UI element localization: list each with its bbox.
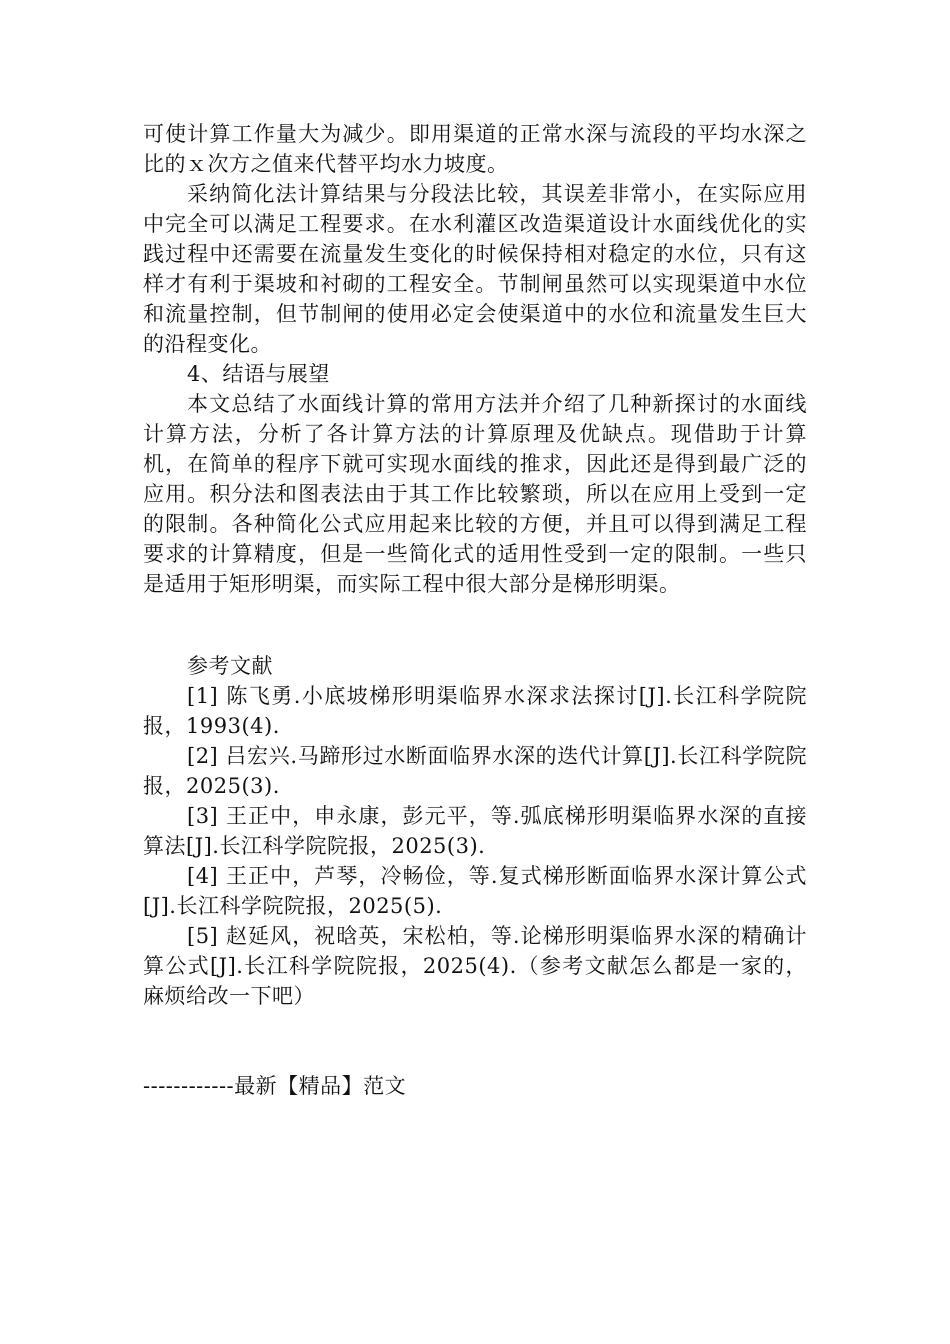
reference-item-5: [5] 赵延风，祝晗英，宋松柏，等.论梯形明渠临界水深的精确计算公式[J].长江科学院院报，2025(4).（参考文献怎么都是一家的，麻烦给改一下吧） xyxy=(143,924,807,1008)
document-body xyxy=(143,119,807,1101)
references-title: 参考文献 xyxy=(187,654,273,678)
reference-item-3: [3] 王正中，申永康，彭元平，等.弧底梯形明渠临界水深的直接算法[J].长江科学院院报，2025(3). xyxy=(143,804,807,858)
paragraph-2: 采纳简化法计算结果与分段法比较，其误差非常小，在实际应用中完全可以满足工程要求。在水利灌区改造渠道设计水面线优化的实践过程中还需要在流量发生变化的时候保持相对稳定的水位，只有这样才有利于渠坡和衬砌的工程安全。节制闸虽然可以实现渠道中水位和流量控制，但节制闸的使用必定会使渠道中的水位和流量发生巨大的沿程变化。 xyxy=(143,182,807,356)
section-heading-4: 4、结语与展望 xyxy=(187,362,330,386)
reference-item-1: [1] 陈飞勇.小底坡梯形明渠临界水深求法探讨[J].长江科学院院报，1993(4). xyxy=(143,684,807,738)
paragraph-1: 可使计算工作量大为减少。即用渠道的正常水深与流段的平均水深之比的ｘ次方之值来代替平均水力坡度。 xyxy=(143,122,807,176)
spacer xyxy=(143,599,807,651)
paragraph-3: 本文总结了水面线计算的常用方法并介绍了几种新探讨的水面线计算方法，分析了各计算方法的计算原理及优缺点。现借助于计算机，在简单的程序下就可实现水面线的推求，因此还是得到最广泛的应用。积分法和图表法由于其工作比较繁琐，所以在应用上受到一定的限制。各种简化公式应用起来比较的方便，并且可以得到满足工程要求的计算精度，但是一些简化式的适用性受到一定的限制。一些只是适用于矩形明渠，而实际工程中很大部分是梯形明渠。 xyxy=(143,392,807,596)
reference-item-2: [2] 吕宏兴.马蹄形过水断面临界水深的迭代计算[J].长江科学院院报，2025(3). xyxy=(143,744,807,798)
footer-text: ------------最新【精品】范文 xyxy=(143,1074,407,1098)
reference-item-4: [4] 王正中，芦琴，冷畅俭，等.复式梯形断面临界水深计算公式[J].长江科学院院报，2025(5). xyxy=(143,864,807,918)
